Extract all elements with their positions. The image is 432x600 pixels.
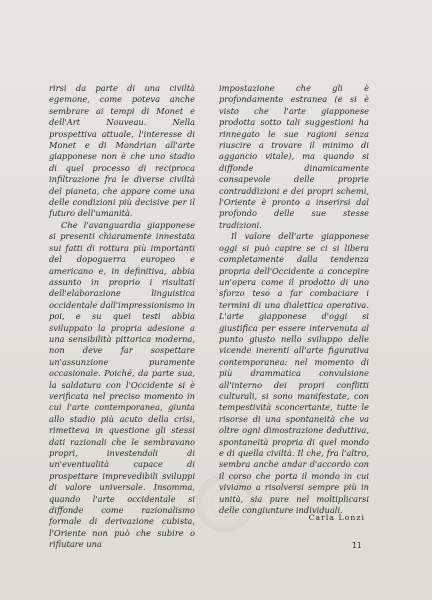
page-number: 11 (352, 541, 362, 550)
author-signature: Carla Lonzi (308, 513, 365, 522)
paragraph: Il valore dell'arte giapponese oggi si può capire se ci si libera completamente dalla tendenza propria dell'Occidente a concepire un'opera come il prodotto di uno sforzo teso a far combaciare i termini di una dialettica operativa. L'arte giapponese d'oggi si giustifica per essere intervenuta al punto giusto nello sviluppo delle vicende inerenti all'arte figurativa contemporanea: nel momento di più drammatica convulsione all'interno dei propri conflitti culturali, si sono manifestate, con tempestività sconcertante, tutte le risorse di una spontaneità che va oltre ogni dimostrazione deduttiva, spontaneità propria di quel mondo e di quella civiltà. Il che, fra l'altro, sembra anche andar d'accordo con il corso che porta il mondo in cui viviamo a risolversi sempre più in unità, sia pure nel moltiplicarsi delle congiunture individuali. (219, 231, 369, 516)
paragraph: Che l'avanguardia giapponese si presenti chiaramente innestata sui fatti di rottura più importanti del dopoguerra europeo e americano e, in definitiva, abbia assunto in proprio i risultati dell'elaborazione linguistica occidentale dall'impressionismo in poi, e su quei testi abbia sviluppato la propria adesione a una sensibilità pittorica moderna, non deve far sospettare un'assunzione puramente occasionale. Poiché, da parte sua, la saldatura con l'Occidente si è verificata nel preciso momento in cui l'arte contemporanea, giunta allo stadio più acuto della crisi, rimetteva in questione gli stessi dati razionali che le sembravano propri, investendoli di un'eventualità capace di prospettare imprevedibili sviluppi di valore universale. Insomma, quando l'arte occidentale si diffonde come razionalismo formale di derivazione cubista, l'Oriente non può che subire o rifiutare una (49, 219, 195, 550)
paragraph: rirsi da parte di una civiltà egemone, come poteva anche sembrare ai tempi di Monet e dell'Art Nouveau. Nella prospettiva attuale, l'interesse di Monet e di Mondrian all'arte giapponese non è che uno stadio di quel processo di reciproca infiltrazione fra le diverse civiltà del pianeta, che appare come una delle condizioni più decisive per il futuro dell'umanità. (49, 83, 195, 219)
paragraph: impostazione che gli è profondamente estranea (e si è visto che l'arte giapponese prodotta sotto tali suggestioni ha rinnegato le sue ragioni senza riuscire a trovare il minimo di aggancio vitale), ma quando si diffonde dinamicamente consapevole delle proprie contraddizioni e dei propri schemi, l'Oriente è pronto a inserirsi dal profondo delle sue stesse tradizioni. (219, 83, 369, 230)
left-text-column (49, 83, 195, 551)
right-text-column (219, 83, 369, 516)
